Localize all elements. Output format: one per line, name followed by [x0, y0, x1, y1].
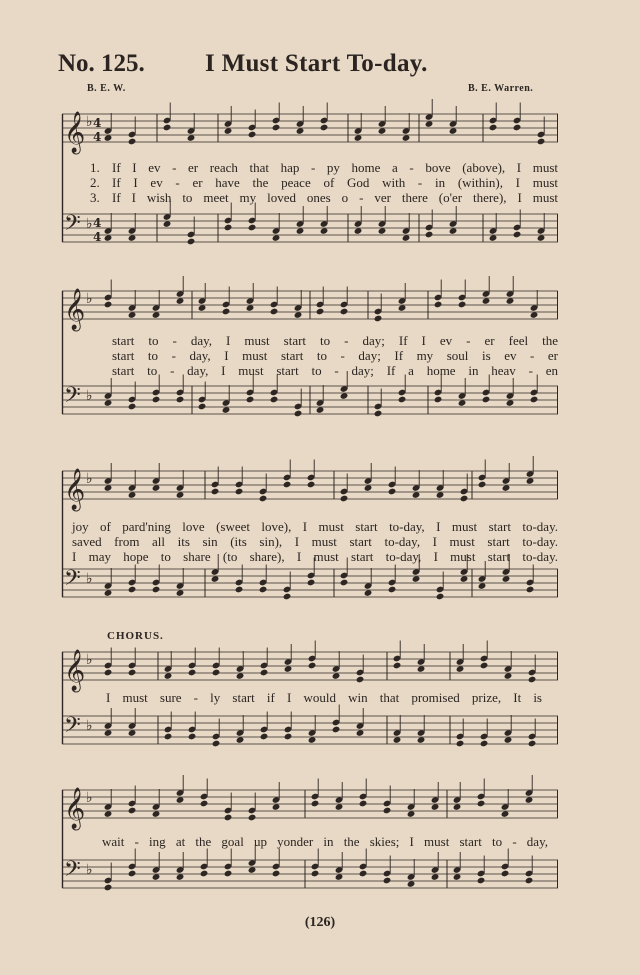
- notehead-icon: [200, 870, 209, 878]
- time-signature-top: 4: [93, 216, 102, 230]
- page-number: (126): [304, 915, 336, 930]
- notehead-icon: [526, 586, 535, 594]
- notehead-icon: [434, 396, 443, 404]
- time-signature-bottom: 4: [93, 230, 102, 244]
- hymn-number: No. 125.: [58, 50, 145, 77]
- notehead-icon: [340, 308, 349, 316]
- music-system-5: [62, 780, 558, 910]
- notehead-icon: [128, 870, 137, 878]
- verse-block-2: [90, 333, 558, 378]
- composer-credit: B. E. Warren.: [468, 83, 534, 94]
- notehead-icon: [359, 870, 368, 878]
- hymn-title: I Must Start To-day.: [205, 50, 428, 77]
- notehead-icon: [436, 593, 445, 601]
- treble-clef-icon: 𝄞: [64, 650, 86, 691]
- treble-clef-icon: 𝄞: [64, 112, 86, 153]
- flat-key-signature-icon: ♭: [86, 291, 93, 307]
- notehead-icon: [248, 131, 257, 139]
- notehead-icon: [283, 481, 292, 489]
- flat-key-signature-icon: ♭: [86, 216, 93, 232]
- notehead-icon: [359, 800, 368, 808]
- notehead-icon: [152, 396, 161, 404]
- flat-key-signature-icon: ♭: [86, 388, 93, 404]
- notehead-icon: [128, 403, 137, 411]
- notehead-icon: [270, 396, 279, 404]
- notehead-icon: [398, 396, 407, 404]
- notehead-icon: [340, 579, 349, 587]
- notehead-icon: [489, 124, 498, 132]
- chorus-label: CHORUS.: [107, 630, 164, 642]
- notehead-icon: [374, 315, 383, 323]
- notehead-icon: [458, 301, 467, 309]
- flat-key-signature-icon: ♭: [86, 790, 93, 806]
- notehead-icon: [176, 396, 185, 404]
- notehead-icon: [224, 224, 233, 232]
- notehead-icon: [187, 238, 196, 246]
- notehead-icon: [482, 396, 491, 404]
- notehead-icon: [270, 308, 279, 316]
- flat-key-signature-icon: ♭: [86, 652, 93, 668]
- notehead-icon: [260, 733, 269, 741]
- notehead-icon: [478, 481, 487, 489]
- treble-clef-icon: 𝄞: [64, 469, 86, 510]
- notehead-icon: [460, 495, 469, 503]
- notehead-icon: [434, 301, 443, 309]
- notehead-icon: [537, 138, 546, 146]
- notehead-icon: [222, 308, 231, 316]
- lyric-line: wait - ing at the goal up yonder in the skies; I must start to - day,: [102, 834, 548, 849]
- verse-block-1: [90, 160, 558, 205]
- lyric-line: start to - day, I must start to - day; If a home in heav - en: [112, 363, 558, 378]
- lyric-line: 3. If I wish to meet my loved ones o - ver there (o'er there), I must: [90, 190, 558, 205]
- bass-clef-icon: 𝄢: [64, 713, 81, 743]
- notehead-icon: [198, 403, 207, 411]
- music-system-3: [62, 465, 558, 630]
- lyric-line: 2. If I ev - er have the peace of God with - in (within), I must: [90, 175, 558, 190]
- notehead-icon: [477, 877, 486, 885]
- notehead-icon: [212, 669, 221, 677]
- notehead-icon: [128, 586, 137, 594]
- flat-key-signature-icon: ♭: [86, 571, 93, 587]
- notehead-icon: [480, 740, 489, 748]
- lyric-line: start to - day, I must start to - day; If I ev - er feel the: [112, 333, 558, 348]
- notehead-icon: [224, 814, 233, 822]
- notehead-icon: [104, 884, 113, 892]
- notehead-icon: [235, 488, 244, 496]
- notehead-icon: [284, 733, 293, 741]
- bass-clef-icon: 𝄢: [64, 211, 81, 241]
- notehead-icon: [388, 488, 397, 496]
- notehead-icon: [528, 676, 537, 684]
- verse-block-4: [106, 690, 542, 705]
- flat-key-signature-icon: ♭: [86, 114, 93, 130]
- notehead-icon: [311, 870, 320, 878]
- notehead-icon: [513, 231, 522, 239]
- notehead-icon: [259, 495, 268, 503]
- notehead-icon: [425, 231, 434, 239]
- lyricist-credit: B. E. W.: [87, 83, 126, 94]
- notehead-icon: [248, 224, 257, 232]
- notehead-icon: [356, 676, 365, 684]
- notehead-icon: [530, 396, 539, 404]
- notehead-icon: [260, 669, 269, 677]
- notehead-icon: [501, 870, 510, 878]
- notehead-icon: [163, 124, 172, 132]
- notehead-icon: [272, 870, 281, 878]
- notehead-icon: [307, 481, 316, 489]
- notehead-icon: [320, 124, 329, 132]
- lyric-line: I must sure - ly start if I would win that promised prize, It is: [106, 690, 542, 705]
- notehead-icon: [200, 800, 209, 808]
- notehead-icon: [224, 870, 233, 878]
- notehead-icon: [248, 814, 257, 822]
- notehead-icon: [272, 124, 281, 132]
- bass-clef-icon: 𝄢: [64, 566, 81, 596]
- notehead-icon: [456, 740, 465, 748]
- verse-block-3: [72, 519, 558, 564]
- notehead-icon: [128, 807, 137, 815]
- notehead-icon: [259, 586, 268, 594]
- flat-key-signature-icon: ♭: [86, 718, 93, 734]
- notehead-icon: [128, 669, 137, 677]
- treble-clef-icon: 𝄞: [64, 788, 86, 829]
- time-signature-bottom: 4: [93, 130, 102, 144]
- flat-key-signature-icon: ♭: [86, 862, 93, 878]
- music-system-2: [62, 285, 558, 435]
- music-system-4: [62, 648, 558, 758]
- notehead-icon: [104, 301, 113, 309]
- notehead-icon: [311, 800, 320, 808]
- notehead-icon: [104, 669, 113, 677]
- notehead-icon: [235, 586, 244, 594]
- notehead-icon: [152, 586, 161, 594]
- lyric-line: joy of pard'ning love (sweet love), I must start to-day, I must start to-day.: [72, 519, 558, 534]
- flat-key-signature-icon: ♭: [86, 471, 93, 487]
- notehead-icon: [308, 662, 317, 670]
- notehead-icon: [212, 740, 221, 748]
- lyric-line: I may hope to share (to share), I must start to-day, I must start to-day.: [72, 549, 558, 564]
- notehead-icon: [393, 662, 402, 670]
- notehead-icon: [477, 800, 486, 808]
- notehead-icon: [383, 877, 392, 885]
- notehead-icon: [164, 733, 173, 741]
- lyric-line: 1. If I ev - er reach that hap - py home a - bove (above), I must: [90, 160, 558, 175]
- lyric-line: start to - day, I must start to - day; If my soul is ev - er: [112, 348, 558, 363]
- notehead-icon: [294, 410, 303, 418]
- notehead-icon: [374, 410, 383, 418]
- lyric-line: saved from all its sin (its sin), I must start to-day, I must start to-day.: [72, 534, 558, 549]
- notehead-icon: [307, 579, 316, 587]
- bass-clef-icon: 𝄢: [64, 857, 81, 887]
- notehead-icon: [525, 877, 534, 885]
- notehead-icon: [246, 396, 255, 404]
- notehead-icon: [528, 740, 537, 748]
- notehead-icon: [340, 495, 349, 503]
- bass-clef-icon: 𝄢: [64, 383, 81, 413]
- notehead-icon: [211, 488, 220, 496]
- notehead-icon: [513, 124, 522, 132]
- notehead-icon: [383, 807, 392, 815]
- notehead-icon: [388, 586, 397, 594]
- notehead-icon: [332, 726, 341, 734]
- time-signature-top: 4: [93, 116, 102, 130]
- notehead-icon: [480, 662, 489, 670]
- notehead-icon: [283, 593, 292, 601]
- music-system-1: [62, 100, 558, 270]
- treble-clef-icon: 𝄞: [64, 289, 86, 330]
- notehead-icon: [188, 669, 197, 677]
- notehead-icon: [128, 138, 137, 146]
- notehead-icon: [316, 308, 325, 316]
- notehead-icon: [188, 733, 197, 741]
- verse-block-5: [102, 834, 548, 849]
